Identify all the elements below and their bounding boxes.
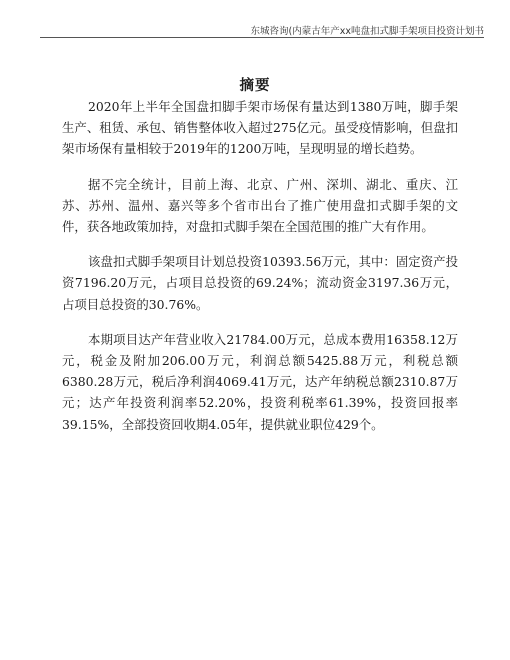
paragraph-policy: 据不完全统计，目前上海、北京、广州、深圳、湖北、重庆、江苏、苏州、温州、嘉兴等多个省市出台了推广使用盘扣式脚手架的文件，获各地政策加持，对盘扣式脚手架在全国范围的推广大有作用。 [62, 176, 458, 235]
paragraph-market-size: 2020年上半年全国盘扣脚手架市场保有量达到1380万吨，脚手架生产、租赁、承包、销售整体收入超过275亿元。虽受疫情影响，但盘扣架市场保有量相较于2019年的1200万吨，呈现明显的增长趋势。 [62, 99, 458, 157]
header-rule [40, 37, 484, 38]
paragraph-investment: 该盘扣式脚手架项目计划总投资10393.56万元，其中：固定资产投资7196.20万元，占项目总投资的69.24%；流动资金3197.36万元，占项目总投资的30.76%。 [62, 254, 458, 312]
page-header: 东城咨询(内蒙古年产xx吨盘扣式脚手架项目投资计划书 [250, 26, 484, 37]
paragraph-financials: 本期项目达产年营业收入21784.00万元，总成本费用16358.12万元，税金及附加206.00万元，利润总额5425.88万元，利税总额6380.28万元，税后净利润4069.41万元，达产年纳税总额2310.87万元；达产年投资利润率52.20%，投资利税率61.39%，投资回报率39.15%，全部投资回收期4.05年，提供就业职位429个。 [62, 331, 458, 432]
document-title: 摘要 [239, 78, 271, 94]
abstract-body [62, 96, 458, 435]
